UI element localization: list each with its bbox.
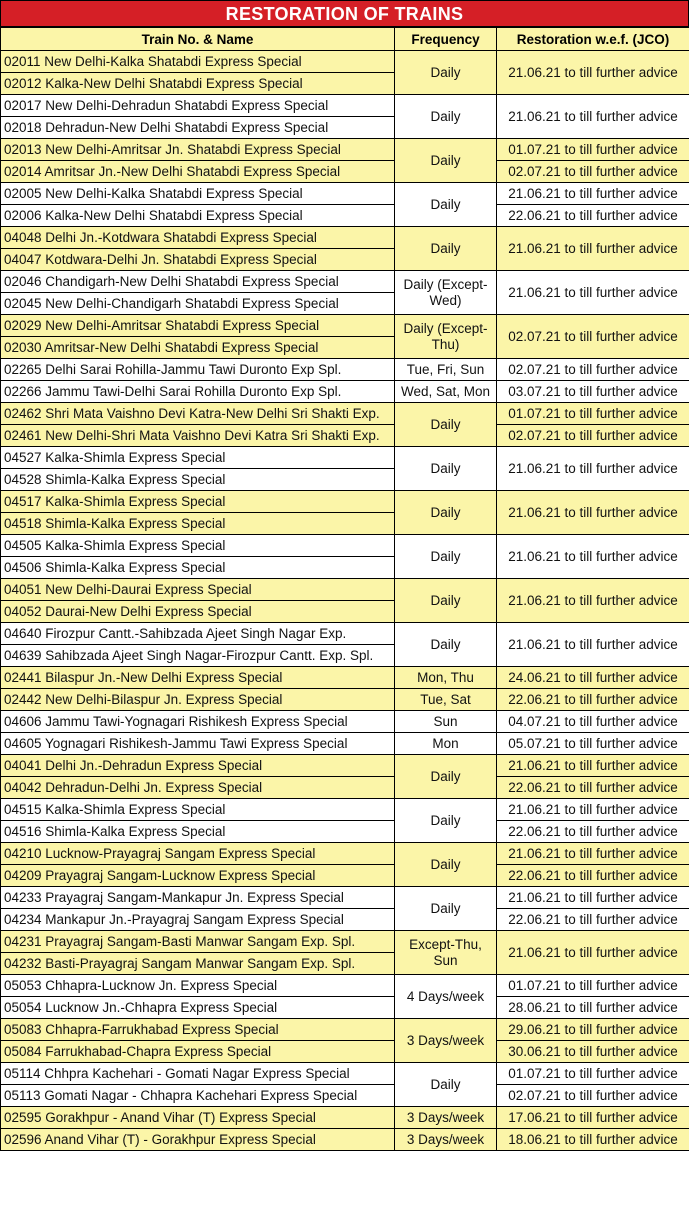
restoration-cell: 01.07.21 to till further advice [497, 139, 689, 161]
table-row [1, 139, 689, 161]
train-name-cell: 02046 Chandigarh-New Delhi Shatabdi Express Special [1, 271, 395, 293]
train-name-cell: 02005 New Delhi-Kalka Shatabdi Express Special [1, 183, 395, 205]
frequency-cell: Daily [395, 95, 497, 139]
train-name-cell: 02030 Amritsar-New Delhi Shatabdi Express Special [1, 337, 395, 359]
train-name-cell: 02029 New Delhi-Amritsar Shatabdi Express Special [1, 315, 395, 337]
train-name-cell: 04640 Firozpur Cantt.-Sahibzada Ajeet Singh Nagar Exp. [1, 623, 395, 645]
train-name-cell: 04234 Mankapur Jn.-Prayagraj Sangam Express Special [1, 909, 395, 931]
restoration-cell: 02.07.21 to till further advice [497, 359, 689, 381]
restoration-cell: 22.06.21 to till further advice [497, 821, 689, 843]
frequency-cell: Daily [395, 799, 497, 843]
frequency-cell: Except-Thu, Sun [395, 931, 497, 975]
table-row [1, 359, 689, 381]
table-row [1, 403, 689, 425]
frequency-cell: Daily [395, 183, 497, 227]
table-row [1, 865, 689, 887]
frequency-cell: Tue, Fri, Sun [395, 359, 497, 381]
table-row [1, 1107, 689, 1129]
train-name-cell: 04505 Kalka-Shimla Express Special [1, 535, 395, 557]
table-row [1, 535, 689, 557]
frequency-cell: 3 Days/week [395, 1107, 497, 1129]
train-name-cell: 04605 Yognagari Rishikesh-Jammu Tawi Express Special [1, 733, 395, 755]
restoration-cell: 02.07.21 to till further advice [497, 425, 689, 447]
restoration-cell: 22.06.21 to till further advice [497, 909, 689, 931]
table-body [1, 51, 689, 1151]
header-restoration: Restoration w.e.f. (JCO) [497, 28, 689, 51]
restoration-cell: 22.06.21 to till further advice [497, 777, 689, 799]
train-name-cell: 02017 New Delhi-Dehradun Shatabdi Express Special [1, 95, 395, 117]
table-row [1, 975, 689, 997]
frequency-cell: Daily [395, 403, 497, 447]
page-title: RESTORATION OF TRAINS [0, 0, 689, 27]
table-row [1, 183, 689, 205]
frequency-cell: Daily [395, 1063, 497, 1107]
train-name-cell: 04518 Shimla-Kalka Express Special [1, 513, 395, 535]
train-name-cell: 04639 Sahibzada Ajeet Singh Nagar-Firozpur Cantt. Exp. Spl. [1, 645, 395, 667]
train-name-cell: 05053 Chhapra-Lucknow Jn. Express Special [1, 975, 395, 997]
train-name-cell: 05113 Gomati Nagar - Chhapra Kachehari Express Special [1, 1085, 395, 1107]
table-row [1, 227, 689, 249]
train-name-cell: 02461 New Delhi-Shri Mata Vaishno Devi Katra Sri Shakti Exp. [1, 425, 395, 447]
restoration-cell: 02.07.21 to till further advice [497, 315, 689, 359]
frequency-cell: Mon, Thu [395, 667, 497, 689]
train-name-cell: 04516 Shimla-Kalka Express Special [1, 821, 395, 843]
train-name-cell: 04047 Kotdwara-Delhi Jn. Shatabdi Express Special [1, 249, 395, 271]
train-name-cell: 05054 Lucknow Jn.-Chhapra Express Special [1, 997, 395, 1019]
train-name-cell: 02441 Bilaspur Jn.-New Delhi Express Special [1, 667, 395, 689]
restoration-cell: 21.06.21 to till further advice [497, 51, 689, 95]
train-name-cell: 05114 Chhpra Kachehari - Gomati Nagar Express Special [1, 1063, 395, 1085]
restoration-cell: 22.06.21 to till further advice [497, 689, 689, 711]
table-row [1, 315, 689, 337]
frequency-cell: Wed, Sat, Mon [395, 381, 497, 403]
table-row [1, 623, 689, 645]
frequency-cell: Daily [395, 535, 497, 579]
table-row [1, 425, 689, 447]
train-name-cell: 02014 Amritsar Jn.-New Delhi Shatabdi Express Special [1, 161, 395, 183]
restoration-cell: 01.07.21 to till further advice [497, 1063, 689, 1085]
table-row [1, 821, 689, 843]
restoration-cell: 21.06.21 to till further advice [497, 931, 689, 975]
table-row [1, 997, 689, 1019]
header-frequency: Frequency [395, 28, 497, 51]
table-row [1, 205, 689, 227]
train-name-cell: 02006 Kalka-New Delhi Shatabdi Express Special [1, 205, 395, 227]
restoration-cell: 21.06.21 to till further advice [497, 887, 689, 909]
frequency-cell: Daily (Except-Wed) [395, 271, 497, 315]
table-row [1, 931, 689, 953]
table-row [1, 1085, 689, 1107]
restoration-cell: 01.07.21 to till further advice [497, 403, 689, 425]
train-name-cell: 04233 Prayagraj Sangam-Mankapur Jn. Express Special [1, 887, 395, 909]
table-row [1, 909, 689, 931]
restoration-table [0, 27, 689, 1151]
restoration-cell: 17.06.21 to till further advice [497, 1107, 689, 1129]
restoration-cell: 21.06.21 to till further advice [497, 271, 689, 315]
train-name-cell: 04232 Basti-Prayagraj Sangam Manwar Sangam Exp. Spl. [1, 953, 395, 975]
table-row [1, 711, 689, 733]
table-row [1, 1129, 689, 1151]
train-name-cell: 04527 Kalka-Shimla Express Special [1, 447, 395, 469]
train-name-cell: 04042 Dehradun-Delhi Jn. Express Special [1, 777, 395, 799]
train-name-cell: 04515 Kalka-Shimla Express Special [1, 799, 395, 821]
restoration-cell: 21.06.21 to till further advice [497, 183, 689, 205]
train-name-cell: 02012 Kalka-New Delhi Shatabdi Express Special [1, 73, 395, 95]
train-name-cell: 04528 Shimla-Kalka Express Special [1, 469, 395, 491]
train-name-cell: 02011 New Delhi-Kalka Shatabdi Express Special [1, 51, 395, 73]
frequency-cell: Daily (Except-Thu) [395, 315, 497, 359]
header-train-name: Train No. & Name [1, 28, 395, 51]
train-name-cell: 02018 Dehradun-New Delhi Shatabdi Express Special [1, 117, 395, 139]
table-header-row [1, 28, 689, 51]
table-row [1, 271, 689, 293]
frequency-cell: Daily [395, 139, 497, 183]
frequency-cell: Tue, Sat [395, 689, 497, 711]
frequency-cell: Sun [395, 711, 497, 733]
frequency-cell: Daily [395, 579, 497, 623]
train-name-cell: 02462 Shri Mata Vaishno Devi Katra-New Delhi Sri Shakti Exp. [1, 403, 395, 425]
restoration-cell: 22.06.21 to till further advice [497, 865, 689, 887]
restoration-cell: 21.06.21 to till further advice [497, 535, 689, 579]
restoration-cell: 18.06.21 to till further advice [497, 1129, 689, 1151]
train-name-cell: 02596 Anand Vihar (T) - Gorakhpur Express Special [1, 1129, 395, 1151]
table-row [1, 51, 689, 73]
frequency-cell: Mon [395, 733, 497, 755]
table-row [1, 777, 689, 799]
frequency-cell: Daily [395, 51, 497, 95]
train-name-cell: 04210 Lucknow-Prayagraj Sangam Express Special [1, 843, 395, 865]
restoration-cell: 05.07.21 to till further advice [497, 733, 689, 755]
restoration-cell: 02.07.21 to till further advice [497, 161, 689, 183]
table-row [1, 689, 689, 711]
train-name-cell: 02045 New Delhi-Chandigarh Shatabdi Express Special [1, 293, 395, 315]
train-name-cell: 04041 Delhi Jn.-Dehradun Express Special [1, 755, 395, 777]
restoration-cell: 01.07.21 to till further advice [497, 975, 689, 997]
restoration-cell: 04.07.21 to till further advice [497, 711, 689, 733]
restoration-cell: 21.06.21 to till further advice [497, 491, 689, 535]
table-row [1, 491, 689, 513]
frequency-cell: 4 Days/week [395, 975, 497, 1019]
restoration-cell: 29.06.21 to till further advice [497, 1019, 689, 1041]
frequency-cell: Daily [395, 491, 497, 535]
frequency-cell: 3 Days/week [395, 1019, 497, 1063]
restoration-cell: 21.06.21 to till further advice [497, 447, 689, 491]
train-name-cell: 04052 Daurai-New Delhi Express Special [1, 601, 395, 623]
restoration-cell: 22.06.21 to till further advice [497, 205, 689, 227]
train-name-cell: 02013 New Delhi-Amritsar Jn. Shatabdi Express Special [1, 139, 395, 161]
train-name-cell: 05083 Chhapra-Farrukhabad Express Special [1, 1019, 395, 1041]
frequency-cell: Daily [395, 623, 497, 667]
frequency-cell: Daily [395, 843, 497, 887]
restoration-cell: 21.06.21 to till further advice [497, 799, 689, 821]
train-name-cell: 02266 Jammu Tawi-Delhi Sarai Rohilla Duronto Exp Spl. [1, 381, 395, 403]
train-name-cell: 04517 Kalka-Shimla Express Special [1, 491, 395, 513]
table-row [1, 1019, 689, 1041]
train-name-cell: 02595 Gorakhpur - Anand Vihar (T) Express Special [1, 1107, 395, 1129]
table-row [1, 579, 689, 601]
restoration-cell: 24.06.21 to till further advice [497, 667, 689, 689]
restoration-cell: 03.07.21 to till further advice [497, 381, 689, 403]
table-row [1, 843, 689, 865]
train-name-cell: 04209 Prayagraj Sangam-Lucknow Express Special [1, 865, 395, 887]
restoration-cell: 30.06.21 to till further advice [497, 1041, 689, 1063]
table-row [1, 887, 689, 909]
table-row [1, 95, 689, 117]
frequency-cell: Daily [395, 755, 497, 799]
table-row [1, 161, 689, 183]
restoration-cell: 21.06.21 to till further advice [497, 579, 689, 623]
restoration-cell: 21.06.21 to till further advice [497, 623, 689, 667]
table-row [1, 381, 689, 403]
frequency-cell: 3 Days/week [395, 1129, 497, 1151]
restoration-cell: 28.06.21 to till further advice [497, 997, 689, 1019]
train-name-cell: 02265 Delhi Sarai Rohilla-Jammu Tawi Duronto Exp Spl. [1, 359, 395, 381]
table-row [1, 733, 689, 755]
train-name-cell: 04606 Jammu Tawi-Yognagari Rishikesh Express Special [1, 711, 395, 733]
table-row [1, 447, 689, 469]
restoration-cell: 02.07.21 to till further advice [497, 1085, 689, 1107]
table-row [1, 1063, 689, 1085]
restoration-cell: 21.06.21 to till further advice [497, 227, 689, 271]
train-name-cell: 04048 Delhi Jn.-Kotdwara Shatabdi Express Special [1, 227, 395, 249]
restoration-cell: 21.06.21 to till further advice [497, 843, 689, 865]
train-name-cell: 04506 Shimla-Kalka Express Special [1, 557, 395, 579]
train-name-cell: 05084 Farrukhabad-Chapra Express Special [1, 1041, 395, 1063]
table-row [1, 1041, 689, 1063]
frequency-cell: Daily [395, 447, 497, 491]
train-name-cell: 02442 New Delhi-Bilaspur Jn. Express Special [1, 689, 395, 711]
table-row [1, 799, 689, 821]
restoration-cell: 21.06.21 to till further advice [497, 755, 689, 777]
train-name-cell: 04051 New Delhi-Daurai Express Special [1, 579, 395, 601]
frequency-cell: Daily [395, 887, 497, 931]
frequency-cell: Daily [395, 227, 497, 271]
table-row [1, 667, 689, 689]
restoration-cell: 21.06.21 to till further advice [497, 95, 689, 139]
train-name-cell: 04231 Prayagraj Sangam-Basti Manwar Sangam Exp. Spl. [1, 931, 395, 953]
table-row [1, 755, 689, 777]
